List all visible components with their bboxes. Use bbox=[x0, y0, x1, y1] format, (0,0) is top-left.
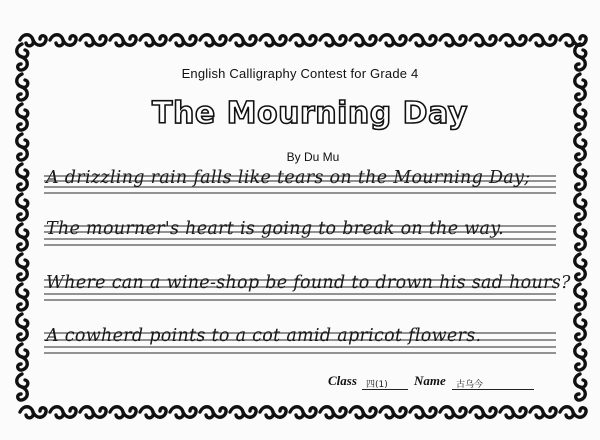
class-label: Class bbox=[328, 373, 357, 388]
author-line: By Du Mu bbox=[286, 150, 340, 164]
name-value: 古乌今 bbox=[456, 380, 484, 390]
class-underline bbox=[362, 389, 408, 390]
name-label: Name bbox=[414, 373, 446, 388]
contest-heading: English Calligraphy Contest for Grade 4 bbox=[181, 66, 419, 81]
name-underline bbox=[452, 389, 534, 390]
poem-line-3: Where can a wine-shop be found to drown his sad hours? bbox=[46, 273, 571, 293]
poem-line-2: The mourner's heart is going to break on the way. bbox=[46, 219, 504, 239]
poem-line-4: A cowherd points to a cot amid apricot flowers. bbox=[46, 326, 482, 346]
poem-line-1: A drizzling rain falls like tears on the Mourning Day; bbox=[46, 168, 531, 188]
poem-title-text: The Mourning Day bbox=[152, 96, 468, 131]
class-value: 四(1) bbox=[366, 380, 388, 390]
